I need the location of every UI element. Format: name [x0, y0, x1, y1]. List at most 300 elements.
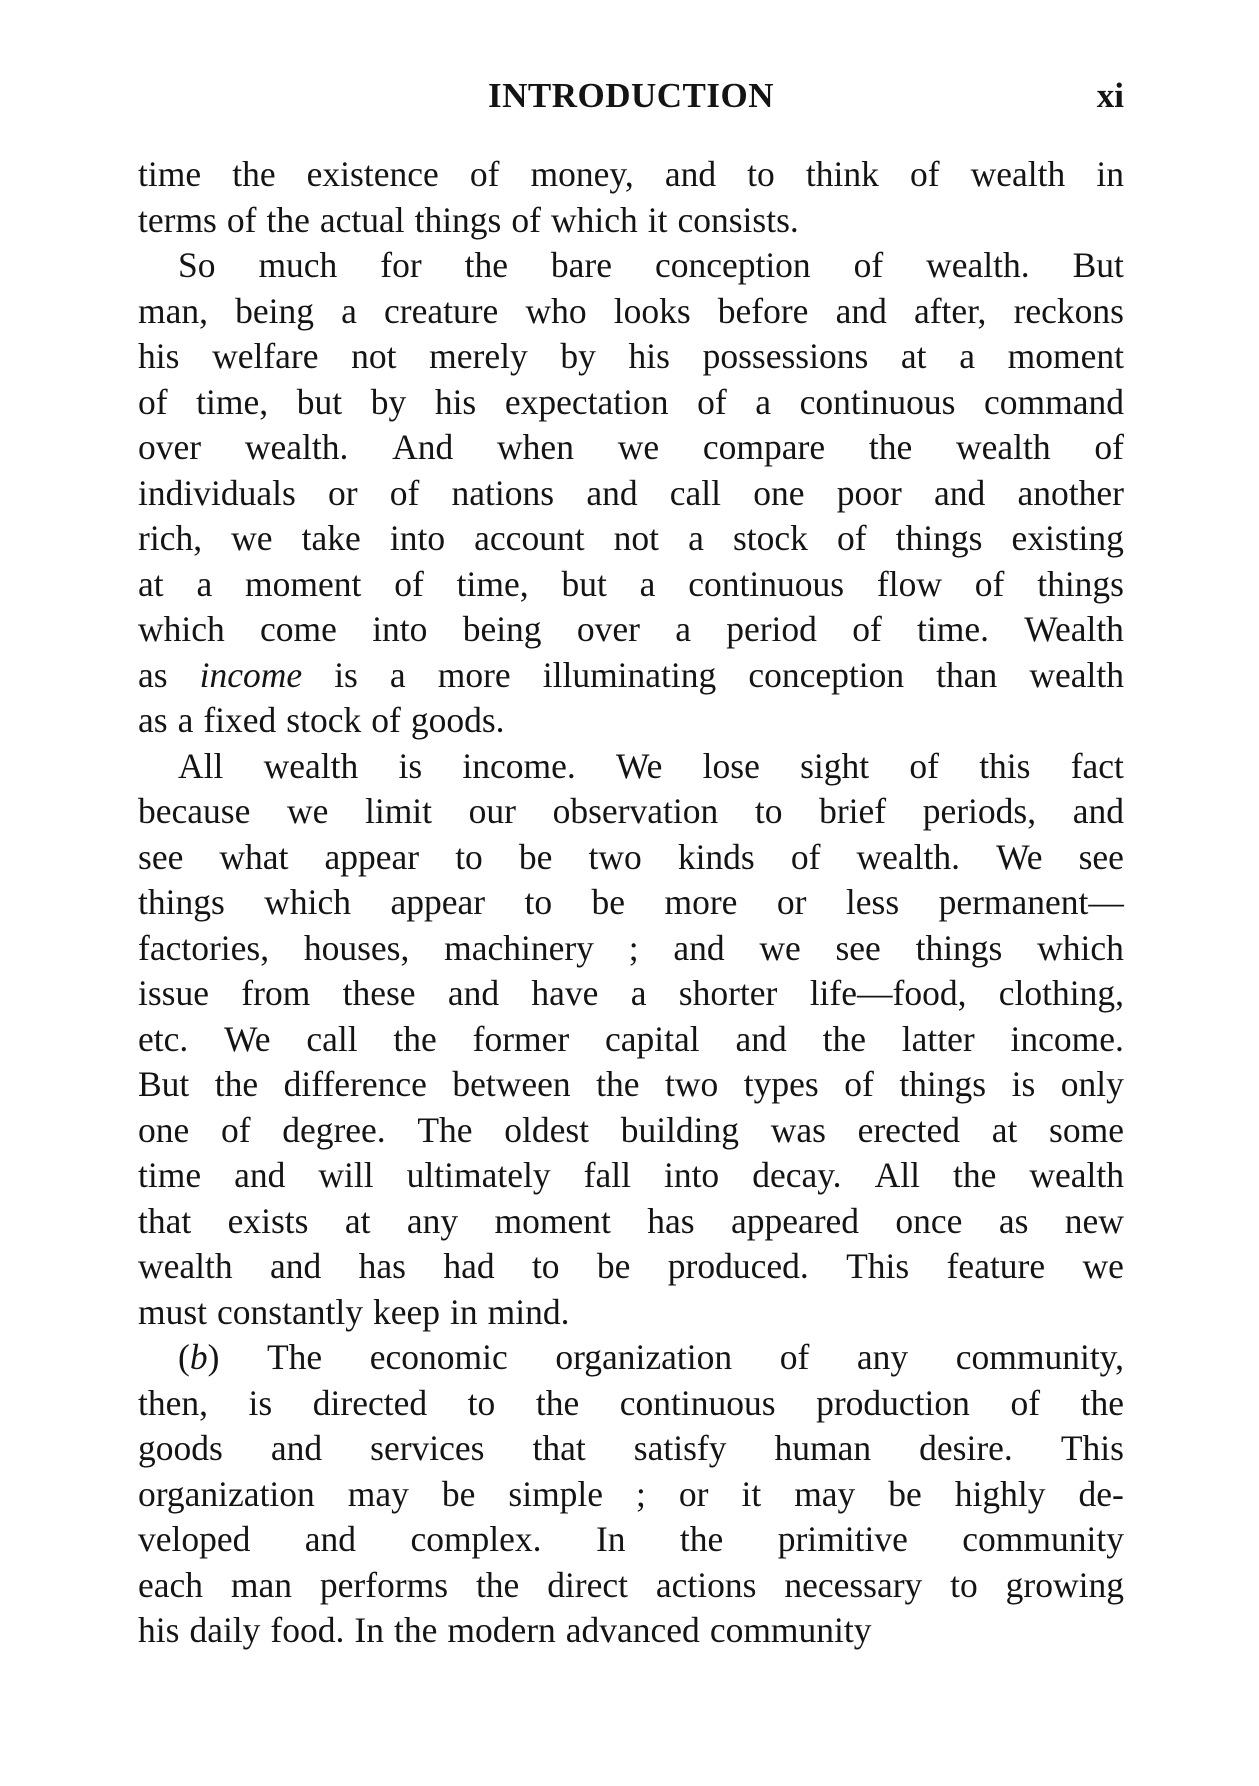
- word: human: [774, 1428, 872, 1468]
- word: This: [1060, 1428, 1124, 1468]
- word: call: [306, 1018, 358, 1059]
- word: and: [447, 973, 500, 1013]
- word: was: [770, 1109, 826, 1150]
- word: This: [846, 1246, 910, 1286]
- word: stock: [732, 518, 808, 558]
- word: nations: [451, 472, 555, 513]
- word: of: [853, 245, 884, 285]
- text-line: [138, 1153, 1124, 1199]
- word: actions: [655, 1564, 757, 1605]
- word: performs: [319, 1564, 449, 1605]
- text-line: [138, 789, 1124, 835]
- word: We: [616, 745, 663, 786]
- word: time,: [456, 563, 529, 604]
- word: must: [138, 1291, 208, 1332]
- word: one: [138, 1109, 190, 1150]
- word: to: [524, 882, 553, 922]
- word: the: [266, 199, 310, 240]
- text-line: [138, 1517, 1124, 1563]
- word: for: [380, 245, 422, 285]
- word: one: [753, 472, 805, 513]
- text-line: [138, 471, 1124, 517]
- word: community: [962, 1519, 1124, 1559]
- text-line: [138, 289, 1124, 335]
- word: the: [214, 1064, 259, 1104]
- text-line: [138, 835, 1124, 881]
- word: wealth: [1029, 654, 1124, 695]
- word: see: [138, 836, 184, 877]
- word: wealth: [1029, 1155, 1124, 1195]
- word: continuous: [619, 1382, 776, 1423]
- word: this: [979, 745, 1031, 786]
- word: by: [560, 336, 596, 376]
- word: a: [389, 654, 406, 695]
- word: we: [1082, 1246, 1124, 1286]
- word: the: [822, 1018, 866, 1059]
- word: his: [434, 381, 477, 422]
- word: than: [936, 654, 998, 695]
- word: creature: [384, 290, 499, 331]
- word: as: [138, 700, 168, 740]
- word: In: [595, 1519, 626, 1559]
- word: money,: [530, 154, 634, 194]
- word: simple: [508, 1473, 604, 1514]
- word: into: [663, 1155, 720, 1195]
- word: not: [613, 518, 660, 558]
- text-line: [138, 880, 1124, 926]
- text-line: [138, 1244, 1124, 1290]
- word: another: [1017, 472, 1124, 513]
- word: rich,: [138, 518, 203, 558]
- word: not: [351, 336, 397, 376]
- word: moment: [1007, 336, 1124, 376]
- word: be: [441, 1473, 476, 1514]
- word: of: [779, 1337, 810, 1377]
- word: things: [895, 518, 983, 558]
- word: to: [455, 836, 483, 877]
- word: the: [596, 1064, 640, 1104]
- word: to: [747, 154, 775, 194]
- word: capital: [605, 1018, 700, 1059]
- word: the: [464, 245, 508, 285]
- word: kinds: [677, 836, 755, 877]
- word: limit: [364, 791, 433, 831]
- text-line: [138, 1062, 1124, 1108]
- word: of: [909, 154, 940, 194]
- word: lose: [702, 745, 760, 786]
- word: only: [1060, 1064, 1124, 1104]
- word: the: [393, 1610, 438, 1650]
- word: of: [790, 836, 821, 877]
- word: or: [776, 882, 807, 922]
- word: which: [550, 199, 638, 240]
- word: from: [241, 973, 311, 1013]
- word: and: [933, 472, 986, 513]
- word: much: [258, 245, 338, 285]
- word: factories,: [138, 927, 270, 968]
- word: de-: [1078, 1473, 1124, 1514]
- word: is: [334, 654, 358, 695]
- word: at: [900, 336, 927, 376]
- word: to: [754, 791, 783, 831]
- word: of: [220, 1109, 251, 1150]
- word: and: [304, 1519, 357, 1559]
- word: a: [196, 563, 213, 604]
- text-line: [138, 744, 1124, 790]
- word: goods: [138, 1428, 223, 1468]
- word: the: [1080, 1382, 1124, 1423]
- word: when: [497, 427, 574, 467]
- word: by: [370, 381, 407, 422]
- text-line: [138, 653, 1124, 699]
- word: but: [296, 381, 343, 422]
- word: types: [743, 1064, 819, 1104]
- word: and: [234, 1155, 286, 1195]
- text-line: [138, 516, 1124, 562]
- word: fact: [1070, 745, 1124, 786]
- word: of: [371, 700, 401, 740]
- word: constantly: [217, 1291, 363, 1332]
- word: of: [909, 745, 939, 786]
- word: has: [647, 1200, 695, 1241]
- word: modern: [447, 1610, 556, 1650]
- word: being: [235, 290, 314, 331]
- word: after,: [913, 290, 987, 331]
- word: as: [138, 654, 168, 695]
- word: ultimately: [406, 1155, 551, 1195]
- word: time,: [196, 381, 269, 422]
- word: conception: [748, 654, 905, 695]
- word: things: [1037, 563, 1124, 604]
- word: necessary: [784, 1564, 923, 1605]
- word: a: [341, 290, 357, 331]
- word: the: [475, 1564, 520, 1605]
- word: All: [874, 1155, 920, 1195]
- word: less: [845, 882, 900, 922]
- word: income: [199, 654, 303, 695]
- word: flow: [876, 563, 942, 604]
- running-title: INTRODUCTION: [487, 76, 775, 115]
- word: exists: [227, 1200, 309, 1241]
- word: but: [561, 563, 607, 604]
- word: feature: [946, 1246, 1046, 1286]
- word: highly: [954, 1473, 1046, 1514]
- text-line: [138, 562, 1124, 608]
- text-line: [138, 698, 1124, 744]
- word: All: [178, 745, 224, 786]
- word: possessions: [702, 336, 869, 376]
- text-line: [138, 152, 1124, 198]
- word: building: [620, 1109, 740, 1150]
- word: life—food,: [809, 973, 967, 1013]
- word: economic: [369, 1337, 508, 1377]
- word: consists.: [677, 199, 799, 240]
- word: veloped: [138, 1519, 251, 1559]
- word: or: [678, 1473, 709, 1514]
- word: being: [462, 609, 542, 649]
- word: of: [974, 563, 1005, 604]
- word: wealth: [263, 745, 359, 786]
- word: wealth: [970, 154, 1066, 194]
- word: and: [664, 154, 717, 194]
- word: the: [232, 154, 276, 194]
- word: had: [443, 1246, 495, 1286]
- paragraph: [138, 744, 1124, 1336]
- word: which: [264, 882, 351, 922]
- word: the: [535, 1382, 580, 1423]
- text-line: [138, 1335, 1124, 1381]
- word: his: [138, 336, 180, 376]
- word: take: [301, 518, 361, 558]
- word: the: [393, 1018, 437, 1059]
- text-line: [138, 243, 1124, 289]
- word: periods,: [922, 791, 1037, 831]
- word: We: [224, 1018, 271, 1059]
- page-number: xi: [1096, 76, 1124, 115]
- word: each: [138, 1564, 204, 1605]
- text-line: [138, 198, 1124, 244]
- word: We: [996, 836, 1043, 877]
- word: into: [372, 609, 428, 649]
- word: is: [398, 745, 423, 786]
- word: bare: [550, 245, 612, 285]
- word: of: [389, 472, 420, 513]
- word: and: [270, 1428, 323, 1468]
- word: time: [138, 1155, 202, 1195]
- word: to: [950, 1564, 978, 1605]
- word: erected: [857, 1109, 961, 1150]
- word: a: [177, 700, 194, 740]
- word: as: [998, 1200, 1029, 1241]
- word: we: [286, 791, 329, 831]
- word: some: [1049, 1109, 1124, 1150]
- text-line: [138, 1563, 1124, 1609]
- word: wealth.: [926, 245, 1030, 285]
- word: difference: [283, 1064, 427, 1104]
- word: wealth: [956, 427, 1051, 467]
- word: things: [414, 199, 502, 240]
- word: The: [266, 1337, 323, 1377]
- word: at: [991, 1109, 1018, 1150]
- word: existing: [1011, 518, 1124, 558]
- word: of: [852, 609, 882, 649]
- word: permanent—: [938, 882, 1124, 922]
- word: a: [959, 336, 975, 376]
- word: food.: [270, 1610, 345, 1650]
- word: of: [226, 199, 257, 240]
- word: and: [835, 290, 887, 331]
- word: before: [717, 290, 809, 331]
- word: merely: [429, 336, 528, 376]
- word: appeared: [730, 1200, 860, 1241]
- word: Wealth: [1024, 609, 1124, 649]
- word: his: [138, 1610, 180, 1650]
- word: at: [138, 563, 164, 604]
- text-line: [138, 380, 1124, 426]
- word: shorter: [678, 973, 778, 1013]
- word: and: [270, 1246, 322, 1286]
- word: in: [449, 1291, 478, 1332]
- word: into: [389, 518, 446, 558]
- word: may: [794, 1473, 856, 1514]
- word: poor: [836, 472, 902, 513]
- word: to: [531, 1246, 560, 1286]
- word: we: [231, 518, 273, 558]
- word: once: [895, 1200, 963, 1241]
- word: may: [347, 1473, 409, 1514]
- text-line: [138, 334, 1124, 380]
- word: The: [417, 1109, 473, 1150]
- word: between: [452, 1064, 571, 1104]
- word: terms: [138, 199, 217, 240]
- word: production: [816, 1382, 970, 1423]
- word: compare: [702, 427, 826, 467]
- word: degree.: [282, 1109, 386, 1150]
- word: wealth: [138, 1246, 233, 1286]
- word: machinery: [444, 927, 594, 968]
- word: and: [1072, 791, 1124, 831]
- paragraph: [138, 243, 1124, 744]
- running-head: [138, 68, 1124, 124]
- word: is: [1011, 1064, 1036, 1104]
- word: be: [591, 882, 626, 922]
- word: will: [318, 1155, 374, 1195]
- word: desire.: [919, 1428, 1013, 1468]
- word: houses,: [303, 927, 410, 968]
- word: a: [755, 381, 771, 422]
- paragraph: [138, 152, 1124, 243]
- word: a: [639, 563, 656, 604]
- word: which: [1037, 927, 1124, 968]
- word: appear: [390, 882, 486, 922]
- paragraph: [138, 1335, 1124, 1654]
- body-text: [138, 152, 1124, 1654]
- word: which: [138, 609, 225, 649]
- word: complex.: [410, 1519, 542, 1559]
- word: continuous: [688, 563, 845, 604]
- word: illuminating: [542, 654, 717, 695]
- word: and: [735, 1018, 787, 1059]
- word: conception: [654, 245, 811, 285]
- word: be: [596, 1246, 631, 1286]
- word: looks: [613, 290, 691, 331]
- word: we: [617, 427, 660, 467]
- word: stock: [286, 700, 362, 740]
- word: moment: [494, 1200, 611, 1241]
- word: observation: [552, 791, 719, 831]
- word: because: [138, 791, 251, 831]
- word: satisfy: [633, 1428, 727, 1468]
- word: appear: [324, 836, 420, 877]
- word: think: [805, 154, 879, 194]
- word: man,: [138, 290, 208, 331]
- word: daily: [189, 1610, 261, 1650]
- text-line: [138, 1381, 1124, 1427]
- word: things: [899, 1064, 987, 1104]
- word: time: [138, 154, 202, 194]
- word: clothing,: [998, 973, 1124, 1013]
- word: of: [836, 518, 867, 558]
- word: decay.: [752, 1155, 842, 1195]
- word: a: [688, 518, 704, 558]
- word: actual: [319, 199, 405, 240]
- word: of: [844, 1064, 874, 1104]
- word: brief: [819, 791, 887, 831]
- text-line: [138, 1017, 1124, 1063]
- word: of: [511, 199, 541, 240]
- word: But: [138, 1064, 190, 1104]
- word: the: [868, 427, 913, 467]
- word: direct: [547, 1564, 628, 1605]
- word: things: [915, 927, 1003, 968]
- word: latter: [901, 1018, 975, 1059]
- word: wealth.: [856, 836, 960, 877]
- word: directed: [312, 1382, 428, 1423]
- word: a: [630, 973, 647, 1013]
- text-line: [138, 926, 1124, 972]
- word: be: [518, 836, 553, 877]
- word: any: [856, 1337, 909, 1377]
- text-line: [138, 607, 1124, 653]
- word: two: [588, 836, 642, 877]
- word: former: [472, 1018, 570, 1059]
- word: So: [178, 245, 216, 285]
- word: growing: [1005, 1564, 1124, 1605]
- word: it: [647, 199, 668, 240]
- word: what: [219, 836, 289, 877]
- word: more: [437, 654, 511, 695]
- word: over: [576, 609, 640, 649]
- word: of: [469, 154, 500, 194]
- word: existence: [306, 154, 439, 194]
- word: we: [759, 927, 801, 968]
- word: goods.: [410, 700, 505, 740]
- word: And: [392, 427, 454, 467]
- word: expectation: [504, 381, 669, 422]
- word: has: [358, 1246, 406, 1286]
- word: welfare: [212, 336, 319, 376]
- word: be: [888, 1473, 922, 1514]
- word: command: [984, 381, 1124, 422]
- word: ;: [636, 1473, 646, 1514]
- word: the: [679, 1519, 724, 1559]
- word: services: [370, 1428, 485, 1468]
- word: period: [726, 609, 817, 649]
- word: see: [1078, 836, 1124, 877]
- word: of: [394, 563, 424, 604]
- word: keep: [372, 1291, 440, 1332]
- word: reckons: [1013, 290, 1124, 331]
- word: (b): [178, 1337, 220, 1377]
- word: of: [697, 381, 727, 422]
- word: and: [673, 927, 725, 968]
- word: the: [952, 1155, 997, 1195]
- word: who: [525, 290, 587, 331]
- word: in: [1096, 154, 1124, 194]
- word: more: [664, 882, 738, 922]
- word: account: [474, 518, 585, 558]
- word: a: [675, 609, 691, 649]
- word: is: [248, 1382, 273, 1423]
- text-line: [138, 1199, 1124, 1245]
- word: individuals: [138, 472, 296, 513]
- word: continuous: [799, 381, 956, 422]
- word: fall: [583, 1155, 631, 1195]
- word: to: [467, 1382, 496, 1423]
- word: produced.: [667, 1246, 809, 1286]
- word: community,: [955, 1337, 1124, 1377]
- text-line: [138, 425, 1124, 471]
